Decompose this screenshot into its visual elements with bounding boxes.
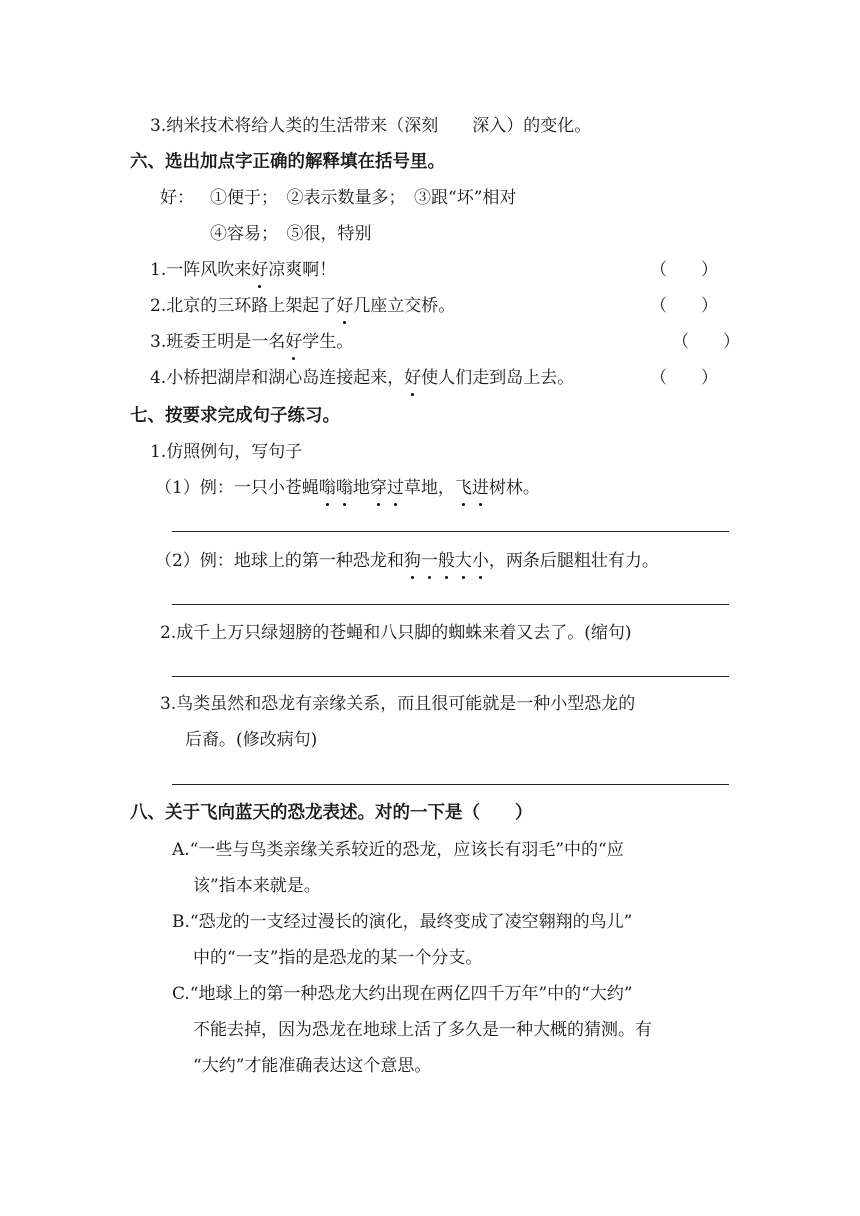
example-text: （2）例：地球上的第一种恐龙和 xyxy=(155,551,404,571)
answer-line-3[interactable] xyxy=(172,676,729,677)
dotted-char: 大 xyxy=(454,551,472,571)
sec6-item-1 xyxy=(150,258,336,282)
dotted-char: 过 xyxy=(386,478,404,498)
dotted-char: 好 xyxy=(404,368,422,388)
item-text: 1.一阵风吹来 xyxy=(150,260,252,280)
sec6-key-char: 好： xyxy=(160,188,194,208)
item-text: 4.小桥把湖岸和湖心岛连接起来， xyxy=(150,368,405,388)
sec7-question-2: 2.成千上万只绿翅膀的苍蝇和八只脚的蜘蛛来着又去了。(缩句) xyxy=(160,623,632,643)
dotted-char: 好 xyxy=(251,260,269,280)
dotted-char: 嗡 xyxy=(335,478,353,498)
sec6-options-line2: ④容易； ⑤很，特别 xyxy=(210,224,372,244)
sec8-title: 八、关于飞向蓝天的恐龙表述。对的一下是（ ） xyxy=(130,803,533,823)
sec5-question-3: 3.纳米技术将给人类的生活带来（深刻 深入）的变化。 xyxy=(150,116,592,136)
option-c-line2: 不能去掉，因为恐龙在地球上活了多久是一种大概的猜测。有 xyxy=(193,1020,652,1040)
item-text: 学生。 xyxy=(302,332,354,352)
sec6-item-4 xyxy=(150,366,574,390)
dotted-char: 好 xyxy=(336,296,354,316)
item-text: 凉爽啊！ xyxy=(268,260,337,280)
answer-paren-4[interactable]: （ ） xyxy=(650,368,718,388)
example-text: 草地， xyxy=(403,478,455,498)
option-a-line2: 该”指本来就是。 xyxy=(193,876,321,896)
answer-line-1[interactable] xyxy=(172,531,729,532)
sec6-options-line1: ①便于； ②表示数量多； ③跟“坏”相对 xyxy=(210,188,517,208)
dotted-char: 狗 xyxy=(403,551,421,571)
dotted-char: 般 xyxy=(437,551,455,571)
sec7-title: 七、按要求完成句子练习。 xyxy=(130,406,340,426)
answer-line-2[interactable] xyxy=(172,604,729,605)
answer-paren-3[interactable]: （ ） xyxy=(672,332,740,352)
example-text: （1）例：一只小苍蝇 xyxy=(155,478,319,498)
dotted-char xyxy=(370,478,404,498)
option-b-line1: B.“恐龙的一支经过漫长的演化，最终变成了凌空翱翔的鸟儿” xyxy=(172,912,633,932)
option-c-line3: “大约”才能准确表达这个意思。 xyxy=(193,1056,432,1076)
answer-paren-2[interactable]: （ ） xyxy=(650,296,718,316)
example-text: 地 xyxy=(352,478,370,498)
sec7-question-3-line1: 3.鸟类虽然和恐龙有亲缘关系，而且很可能就是一种小型恐龙的 xyxy=(160,694,636,714)
option-b-line2: 中的“一支”指的是恐龙的某一个分支。 xyxy=(193,948,483,968)
example-text: ，两条后腿粗壮有力。 xyxy=(488,551,659,571)
item-text: 使人们走到岛上去。 xyxy=(421,368,575,388)
dotted-char: 飞 xyxy=(454,478,472,498)
sec6-title: 六、选出加点字正确的解释填在括号里。 xyxy=(130,152,445,172)
answer-paren-1[interactable]: （ ） xyxy=(650,260,718,280)
dotted-char: 嗡 xyxy=(318,478,336,498)
item-text: 3.班委王明是一名 xyxy=(150,332,286,352)
sec6-item-2 xyxy=(150,294,455,318)
dotted-char xyxy=(404,551,489,571)
dotted-char xyxy=(319,478,353,498)
answer-line-4[interactable] xyxy=(172,784,729,785)
sec7-question-3-line2: 后裔。(修改病句) xyxy=(185,730,318,750)
item-text: 2.北京的三环路上架起了 xyxy=(150,296,337,316)
sec7-example-1 xyxy=(155,476,540,500)
option-a-line1: A.“一些与鸟类亲缘关系较近的恐龙，应该长有羽毛”中的“应 xyxy=(172,840,624,860)
sec7-example-2 xyxy=(155,549,659,573)
dotted-char: 进 xyxy=(471,478,489,498)
sec6-item-3 xyxy=(150,330,353,354)
item-text: 几座立交桥。 xyxy=(353,296,456,316)
dotted-char: 穿 xyxy=(369,478,387,498)
sec7-sub1: 1.仿照例句，写句子 xyxy=(150,442,303,462)
dotted-char xyxy=(455,478,489,498)
dotted-char: 好 xyxy=(285,332,303,352)
dotted-char: 一 xyxy=(420,551,438,571)
example-text: 树林。 xyxy=(488,478,540,498)
dotted-char: 小 xyxy=(471,551,489,571)
option-c-line1: C.“地球上的第一种恐龙大约出现在两亿四千万年”中的“大约” xyxy=(172,984,633,1004)
